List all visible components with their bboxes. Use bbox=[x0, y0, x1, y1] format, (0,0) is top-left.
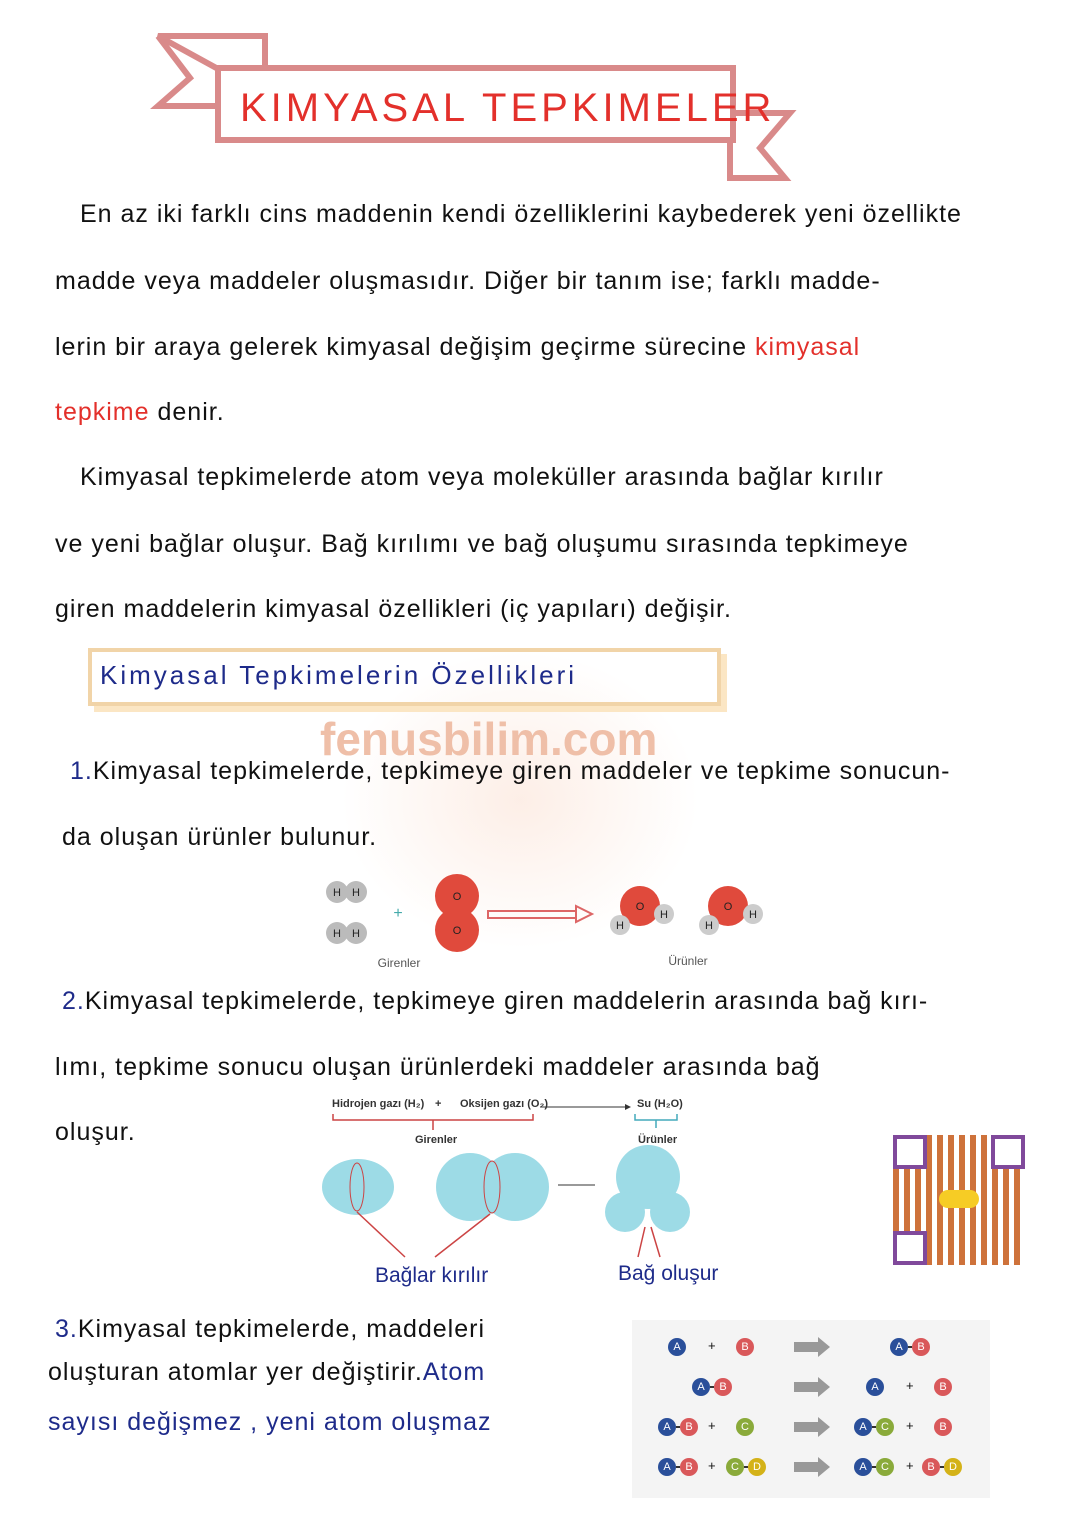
item-line: lımı, tepkime sonucu oluşan ürünlerdeki maddeler arasında bağ bbox=[55, 1053, 821, 1081]
paragraph-line: giren maddelerin kimyasal özellikleri (iç yapıları) değişir. bbox=[55, 595, 732, 623]
atom-b: B bbox=[934, 1378, 952, 1396]
atom-label: O bbox=[452, 925, 462, 937]
reactants-label: Girenler bbox=[377, 956, 421, 970]
plus-sign: + bbox=[708, 1418, 716, 1433]
item-line bbox=[55, 1315, 485, 1344]
bond-formed-label: Bağ oluşur bbox=[618, 1262, 719, 1285]
item-line bbox=[48, 1358, 485, 1387]
paragraph-line: En az iki farklı cins maddenin kendi özelliklerini kaybederek yeni özellikte bbox=[80, 200, 962, 228]
plus-sign: + bbox=[708, 1458, 716, 1473]
atom-a: A bbox=[668, 1338, 686, 1356]
paragraph-line: Kimyasal tepkimelerde atom veya moleküller arasında bağlar kırılır bbox=[80, 463, 884, 491]
reaction-row bbox=[632, 1338, 992, 1366]
plus-sign: + bbox=[435, 1098, 442, 1110]
atom-a: A bbox=[692, 1378, 710, 1396]
products-label: Ürünler bbox=[638, 1134, 678, 1146]
atom-a: A bbox=[658, 1458, 676, 1476]
atom-c: C bbox=[736, 1418, 754, 1436]
paragraph-line: ve yeni bağlar oluşur. Bağ kırılımı ve bağ oluşumu sırasında tepkimeye bbox=[55, 530, 909, 558]
text: lerin bir araya gelerek kimyasal değişim geçirme sürecine bbox=[55, 333, 747, 361]
arrow-icon bbox=[794, 1422, 818, 1432]
atom-b: B bbox=[922, 1458, 940, 1476]
text: Kimyasal tepkimelerde, tepkimeye giren maddelerin arasında bağ kırı- bbox=[84, 987, 929, 1015]
atom-b: B bbox=[714, 1378, 732, 1396]
atom-b: B bbox=[680, 1418, 698, 1436]
atom-a: A bbox=[658, 1418, 676, 1436]
highlight: tepkime bbox=[55, 398, 150, 426]
atom-label: O bbox=[452, 891, 462, 903]
bond-diagram bbox=[320, 1092, 760, 1292]
reaction-row bbox=[632, 1458, 992, 1486]
atom-label: H bbox=[352, 928, 360, 940]
text: oluşturan atomlar yer değiştirir. bbox=[48, 1358, 423, 1386]
bonds-broken-label: Bağlar kırılır bbox=[375, 1264, 489, 1287]
atom-label: H bbox=[333, 887, 341, 899]
qr-code[interactable] bbox=[893, 1135, 1025, 1265]
plus-sign: + bbox=[906, 1418, 914, 1433]
atom-label: H bbox=[333, 928, 341, 940]
paragraph-line bbox=[55, 398, 225, 427]
atom-d: D bbox=[944, 1458, 962, 1476]
item-number: 3. bbox=[55, 1315, 78, 1343]
products-label: Ürünler bbox=[668, 954, 708, 968]
atom-b: B bbox=[680, 1458, 698, 1476]
item-line: oluşur. bbox=[55, 1118, 136, 1146]
o2-label: Oksijen gazı (O₂) bbox=[460, 1098, 549, 1110]
text: denir. bbox=[157, 398, 225, 426]
reaction-row bbox=[632, 1378, 992, 1406]
atom-label: O bbox=[635, 901, 645, 913]
atom-b: B bbox=[934, 1418, 952, 1436]
plus-sign: + bbox=[906, 1458, 914, 1473]
atom-c: C bbox=[726, 1458, 744, 1476]
reactants-label: Girenler bbox=[415, 1134, 458, 1146]
item-number: 1. bbox=[70, 757, 93, 785]
atom-label: H bbox=[352, 887, 360, 899]
item-line: sayısı değişmez , yeni atom oluşmaz bbox=[48, 1408, 492, 1436]
atom-d: D bbox=[748, 1458, 766, 1476]
item-line: da oluşan ürünler bulunur. bbox=[62, 823, 378, 851]
atom-a: A bbox=[854, 1418, 872, 1436]
plus-sign: + bbox=[906, 1378, 914, 1393]
atom-label: H bbox=[616, 920, 624, 932]
atom-a: A bbox=[866, 1378, 884, 1396]
atom-rearrangement-table bbox=[632, 1320, 990, 1498]
atom-b: B bbox=[912, 1338, 930, 1356]
h2-label: Hidrojen gazı (H₂) bbox=[332, 1098, 425, 1110]
atom-label: O bbox=[723, 901, 733, 913]
arrow-icon bbox=[794, 1342, 818, 1352]
subheading: Kimyasal Tepkimelerin Özellikleri bbox=[100, 660, 578, 690]
arrow-icon bbox=[794, 1382, 818, 1392]
atom-a: A bbox=[854, 1458, 872, 1476]
plus-sign: + bbox=[708, 1338, 716, 1353]
paragraph-line bbox=[55, 333, 860, 362]
highlight: kimyasal bbox=[754, 333, 861, 361]
paragraph-line: madde veya maddeler oluşmasıdır. Diğer bir tanım ise; farklı madde- bbox=[55, 267, 881, 295]
atom-label: H bbox=[749, 909, 757, 921]
h2-o2-reaction-diagram bbox=[310, 870, 780, 975]
atom-c: C bbox=[876, 1458, 894, 1476]
atom-label: H bbox=[705, 920, 713, 932]
item-line bbox=[70, 757, 951, 786]
plus-sign: + bbox=[393, 905, 403, 922]
text: Kimyasal tepkimelerde, tepkimeye giren maddeler ve tepkime sonucun- bbox=[92, 757, 951, 785]
item-line bbox=[62, 987, 928, 1016]
atom-b: B bbox=[736, 1338, 754, 1356]
item-number: 2. bbox=[62, 987, 85, 1015]
watermark: fenusbilim.com bbox=[320, 713, 658, 765]
reaction-row bbox=[632, 1418, 992, 1446]
water-label: Su (H₂O) bbox=[637, 1098, 683, 1110]
arrow-icon bbox=[794, 1462, 818, 1472]
page-title: KIMYASAL TEPKIMELER bbox=[240, 86, 776, 130]
text: Atom bbox=[422, 1358, 486, 1386]
atom-a: A bbox=[890, 1338, 908, 1356]
text: Kimyasal tepkimelerde, maddeleri bbox=[77, 1315, 486, 1343]
atom-label: H bbox=[660, 909, 668, 921]
atom-c: C bbox=[876, 1418, 894, 1436]
